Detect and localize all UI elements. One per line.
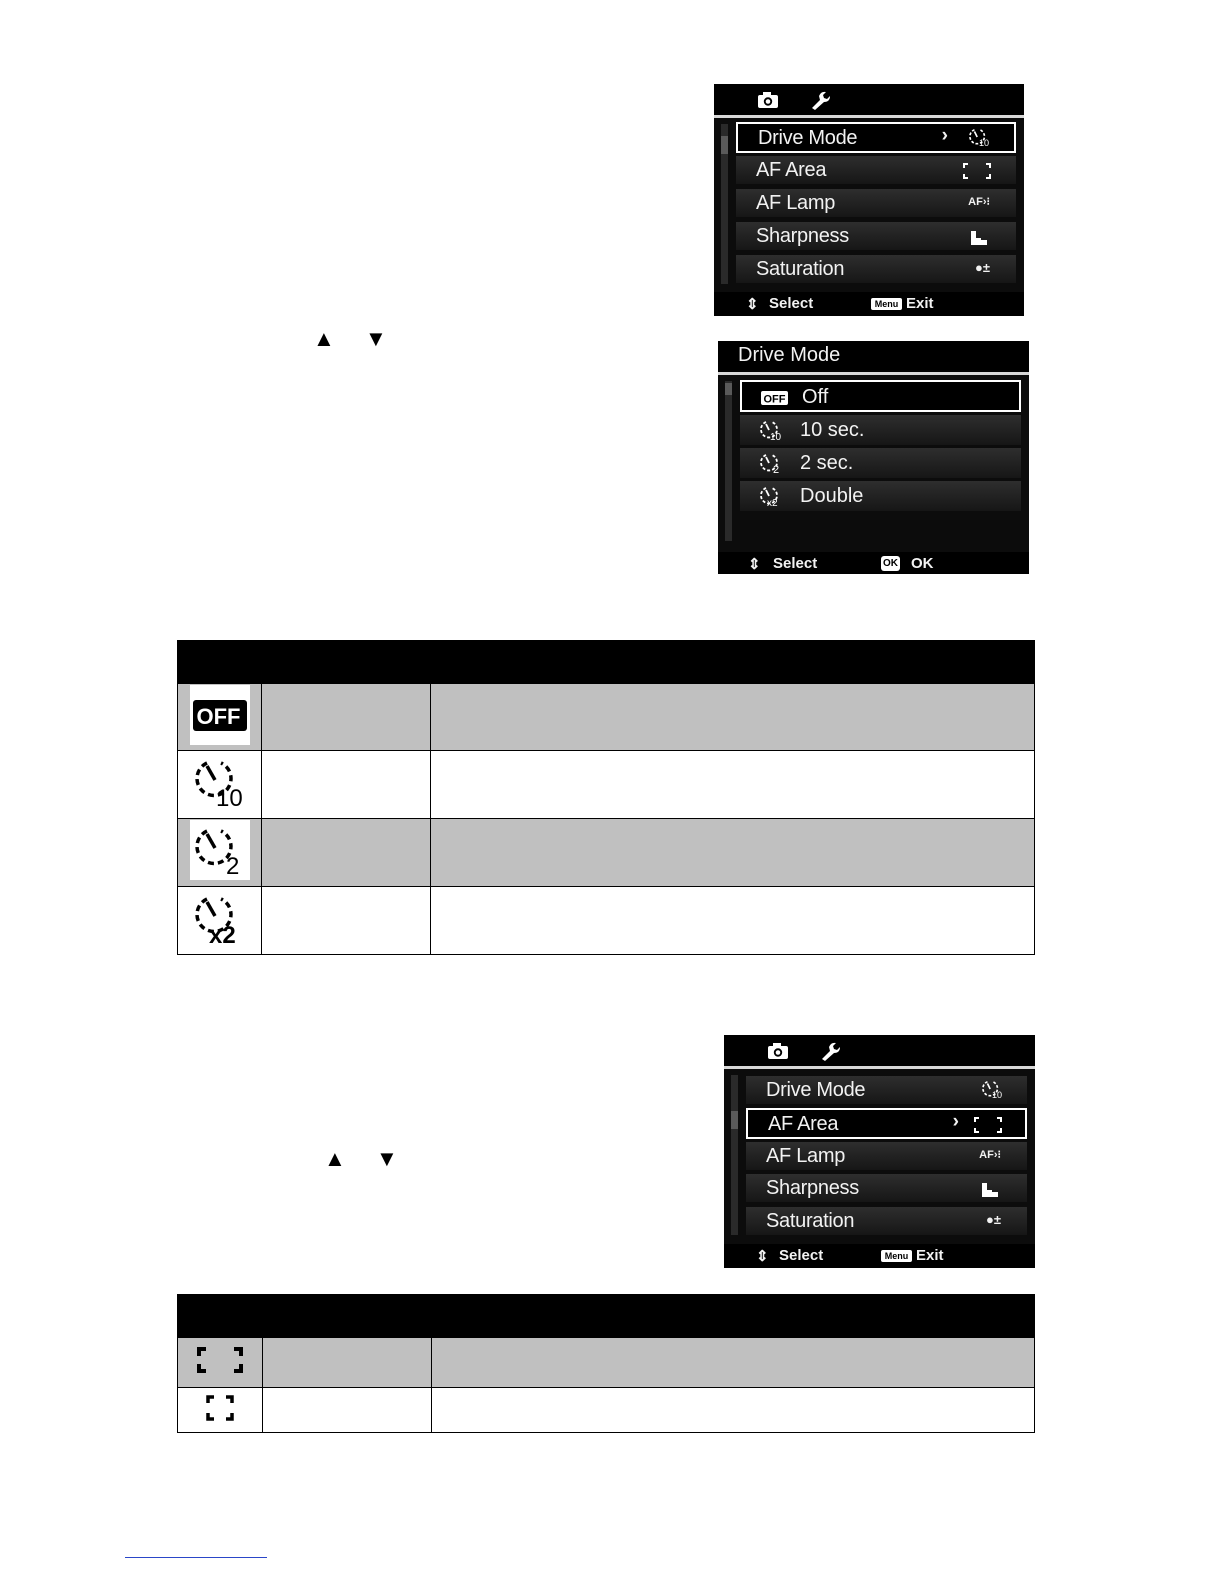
- menu-footer: [724, 1244, 1035, 1268]
- menu-header: [714, 84, 1024, 118]
- timer-icon-text: 2: [773, 464, 780, 474]
- name-cell: [262, 684, 431, 751]
- self-timer-double-icon: [190, 888, 250, 948]
- timer-icon-text: x2: [208, 922, 236, 948]
- menu-item-af-area[interactable]: [746, 1108, 1027, 1139]
- menu-item-saturation[interactable]: [736, 255, 1016, 283]
- up-arrow-icon: ▲: [313, 326, 335, 351]
- camera-icon[interactable]: [767, 1041, 789, 1061]
- table-row: [178, 887, 1035, 955]
- drop-icon: ●: [975, 260, 983, 275]
- menu-header: [724, 1035, 1035, 1069]
- setup-menu-screen-1: [714, 84, 1024, 316]
- menu-item-drive-mode[interactable]: [746, 1076, 1027, 1104]
- self-timer-10-icon: [966, 127, 992, 147]
- off-icon-text: OFF: [763, 393, 786, 406]
- menu-item-label: Drive Mode: [766, 1079, 866, 1101]
- icon-cell: [178, 684, 262, 751]
- timer-icon-text: 10: [215, 785, 243, 812]
- menu-item-af-lamp[interactable]: [746, 1142, 1027, 1170]
- icon-cell: [178, 1388, 263, 1433]
- description-cell: [431, 751, 1035, 819]
- up-down-arrows-icon: ⇕: [756, 1248, 769, 1265]
- menu-item-label: Sharpness: [756, 225, 849, 247]
- table-row: [178, 684, 1035, 751]
- option-label: Off: [802, 386, 829, 408]
- menu-item-label: AF Area: [756, 159, 827, 181]
- icon-cell: [178, 887, 262, 955]
- wrench-icon[interactable]: [819, 1041, 841, 1061]
- svg-text:10: 10: [992, 1090, 1003, 1099]
- ok-hint: OK: [911, 555, 934, 572]
- drive-mode-screen: [718, 341, 1029, 574]
- off-icon-text: OFF: [196, 703, 240, 729]
- table-row: [178, 1338, 1035, 1388]
- af-area-brackets-icon: [962, 161, 992, 181]
- sharpness-icon: [970, 228, 988, 248]
- menu-item-sharpness[interactable]: [736, 222, 1016, 250]
- table-header-cell: [178, 641, 1035, 684]
- self-timer-10-icon: [979, 1079, 1005, 1099]
- chevron-right-icon: ›: [941, 125, 948, 146]
- drive-mode-title-bar: [718, 341, 1029, 375]
- select-hint: Select: [779, 1247, 824, 1264]
- saturation-icon-text: ±: [993, 1212, 1001, 1227]
- menu-item-drive-mode[interactable]: [736, 122, 1016, 153]
- timer-icon-text: 2: [225, 853, 239, 880]
- af-area-brackets-icon: [973, 1115, 1003, 1135]
- menu-button-badge: Menu: [881, 1250, 912, 1262]
- timer-icon-text: x2: [767, 498, 778, 507]
- menu-item-sharpness[interactable]: [746, 1174, 1027, 1202]
- table-row: [178, 1388, 1035, 1433]
- off-icon: [760, 386, 790, 408]
- name-cell: [263, 1388, 432, 1433]
- self-timer-10-icon: [190, 752, 250, 812]
- menu-button-badge: Menu: [871, 298, 902, 310]
- af-lamp-icon: AF›⁝: [968, 196, 990, 208]
- up-down-arrows-icon: ⇕: [748, 556, 761, 573]
- table-row: [178, 819, 1035, 887]
- off-icon: [190, 685, 250, 745]
- table-header: [178, 1295, 1035, 1338]
- self-timer-10-icon: [758, 419, 788, 441]
- sharpness-icon: [981, 1180, 999, 1200]
- down-arrow-icon: ▼: [376, 1146, 398, 1171]
- af-lamp-icon-text: AF: [979, 1149, 994, 1161]
- setup-menu-screen-2: [724, 1035, 1035, 1268]
- description-cell: [431, 887, 1035, 955]
- description-cell: [432, 1338, 1035, 1388]
- menu-item-label: Saturation: [766, 1210, 855, 1232]
- up-down-arrows-icon: ⇕: [746, 296, 759, 313]
- table-header: [178, 641, 1035, 684]
- icon-cell: [178, 819, 262, 887]
- exit-hint: Exit: [916, 1247, 944, 1264]
- menu-item-af-lamp[interactable]: [736, 189, 1016, 217]
- menu-item-af-area[interactable]: [736, 156, 1016, 184]
- drive-mode-table: [177, 640, 1035, 955]
- select-hint: Select: [769, 295, 814, 312]
- af-center-icon: [206, 1395, 234, 1421]
- menu-item-label: Sharpness: [766, 1177, 859, 1199]
- table-header-cell: [178, 1295, 263, 1338]
- af-lamp-icon: AF›⁝: [979, 1149, 1001, 1161]
- af-area-table: [177, 1294, 1035, 1433]
- wrench-icon[interactable]: [809, 90, 831, 110]
- camera-icon[interactable]: [757, 90, 779, 110]
- menu-item-saturation[interactable]: [746, 1207, 1027, 1235]
- scrollbar[interactable]: [725, 381, 732, 541]
- saturation-icon: [975, 260, 990, 280]
- option-10-sec[interactable]: [740, 415, 1021, 445]
- svg-text:10: 10: [979, 138, 990, 147]
- self-timer-2-icon: [190, 820, 250, 880]
- menu-item-label: AF Lamp: [756, 192, 836, 214]
- scrollbar-thumb[interactable]: [721, 136, 728, 154]
- description-cell: [432, 1388, 1035, 1433]
- table-row: [178, 751, 1035, 819]
- menu-item-label: Saturation: [756, 258, 845, 280]
- scrollbar-thumb[interactable]: [725, 383, 732, 395]
- scrollbar-thumb[interactable]: [731, 1111, 738, 1129]
- table-header-cell: [263, 1295, 1035, 1338]
- name-cell: [263, 1338, 432, 1388]
- menu-item-label: Drive Mode: [758, 127, 858, 149]
- footer-rule: [125, 1557, 267, 1558]
- scrollbar[interactable]: [731, 1075, 738, 1235]
- icon-cell: [178, 1338, 263, 1388]
- option-label: 10 sec.: [800, 419, 865, 441]
- af-lamp-icon-text: AF: [968, 196, 983, 208]
- ok-button-badge: OK: [883, 558, 898, 569]
- option-label: 2 sec.: [800, 452, 854, 474]
- saturation-icon: [986, 1212, 1001, 1232]
- name-cell: [262, 819, 431, 887]
- exit-hint: Exit: [906, 295, 934, 312]
- option-double[interactable]: [740, 481, 1021, 511]
- option-2-sec[interactable]: [740, 448, 1021, 478]
- af-wide-icon: [197, 1347, 243, 1373]
- description-cell: [431, 684, 1035, 751]
- self-timer-double-icon: [758, 485, 788, 507]
- menu-item-label: AF Lamp: [766, 1145, 846, 1167]
- chevron-right-icon: ›: [952, 1111, 959, 1132]
- drive-mode-footer: [718, 552, 1029, 574]
- option-off[interactable]: [740, 380, 1021, 412]
- drive-mode-title: Drive Mode: [738, 344, 841, 366]
- name-cell: [262, 751, 431, 819]
- up-arrow-icon: ▲: [324, 1146, 346, 1171]
- name-cell: [262, 887, 431, 955]
- select-hint: Select: [773, 555, 818, 572]
- saturation-icon-text: ±: [982, 260, 990, 275]
- self-timer-2-icon: [758, 452, 788, 474]
- option-label: Double: [800, 485, 864, 507]
- menu-item-label: AF Area: [768, 1113, 839, 1135]
- down-arrow-icon: ▼: [365, 326, 387, 351]
- menu-footer: [714, 292, 1024, 316]
- icon-cell: [178, 751, 262, 819]
- timer-icon-text: 10: [770, 432, 782, 441]
- drop-icon: ●: [986, 1212, 994, 1227]
- description-cell: [431, 819, 1035, 887]
